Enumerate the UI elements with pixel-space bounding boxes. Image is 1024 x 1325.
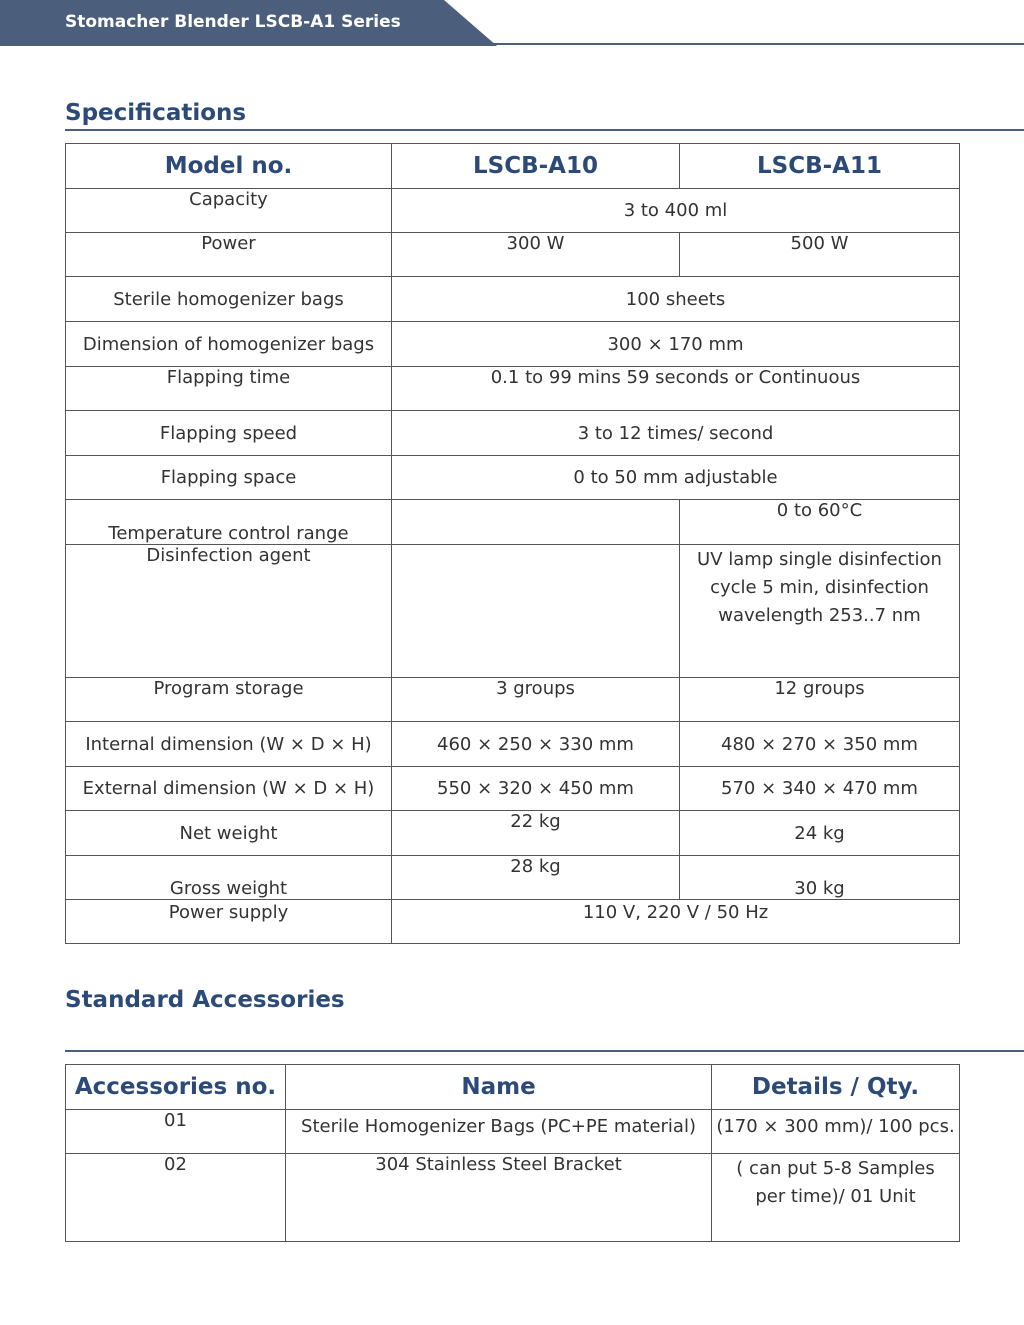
- table-header-row: [66, 1065, 960, 1110]
- table-row: [66, 411, 960, 456]
- table-row: [66, 1154, 960, 1242]
- row-value-a11: 12 groups: [680, 678, 960, 722]
- row-value-a10: 28 kg: [392, 856, 680, 900]
- row-label: Flapping time: [66, 367, 392, 411]
- accessory-details: (170 × 300 mm)/ 100 pcs.: [712, 1110, 960, 1154]
- table-row: [66, 545, 960, 678]
- row-label: Sterile homogenizer bags: [66, 277, 392, 322]
- row-label: Power: [66, 233, 392, 277]
- row-label: Dimension of homogenizer bags: [66, 322, 392, 367]
- table-row: [66, 456, 960, 500]
- row-label: Temperature control range: [66, 500, 392, 545]
- row-label: External dimension (W × D × H): [66, 767, 392, 811]
- row-value: 110 V, 220 V / 50 Hz: [392, 900, 960, 944]
- table-row: [66, 1110, 960, 1154]
- table-row: [66, 722, 960, 767]
- table-row: [66, 900, 960, 944]
- accessories-table: [65, 1064, 960, 1242]
- row-value-a10: 460 × 250 × 330 mm: [392, 722, 680, 767]
- row-value-a11: 570 × 340 × 470 mm: [680, 767, 960, 811]
- row-value-a11: 0 to 60°C: [680, 500, 960, 545]
- row-label: Gross weight: [66, 856, 392, 900]
- table-row: [66, 277, 960, 322]
- row-value: 100 sheets: [392, 277, 960, 322]
- table-row: [66, 856, 960, 900]
- table-row: [66, 811, 960, 856]
- row-label: Flapping speed: [66, 411, 392, 456]
- row-label: Disinfection agent: [66, 545, 392, 678]
- row-value-a10: [392, 545, 680, 678]
- table-header-row: [66, 144, 960, 189]
- accessory-name: 304 Stainless Steel Bracket: [286, 1154, 712, 1242]
- row-label: Net weight: [66, 811, 392, 856]
- table-row: [66, 767, 960, 811]
- header-rule: [490, 43, 1024, 45]
- row-label: Flapping space: [66, 456, 392, 500]
- series-title: Stomacher Blender LSCB-A1 Series: [65, 12, 401, 32]
- row-label: Power supply: [66, 900, 392, 944]
- table-row: [66, 233, 960, 277]
- row-value-a11: 480 × 270 × 350 mm: [680, 722, 960, 767]
- row-value: 300 × 170 mm: [392, 322, 960, 367]
- row-label: Capacity: [66, 189, 392, 233]
- accessory-details: ( can put 5-8 Samples per time)/ 01 Unit: [712, 1154, 960, 1242]
- accessory-no: 01: [66, 1110, 286, 1154]
- table-row: [66, 322, 960, 367]
- row-value-a11: 30 kg: [680, 856, 960, 900]
- accessories-title: Standard Accessories: [65, 987, 345, 1013]
- row-value-a10: [392, 500, 680, 545]
- table-row: [66, 189, 960, 233]
- table-row: [66, 500, 960, 545]
- specifications-table: [65, 143, 960, 944]
- column-header-details: Details / Qty.: [712, 1065, 960, 1110]
- row-value-a10: 550 × 320 × 450 mm: [392, 767, 680, 811]
- row-value-a10: 22 kg: [392, 811, 680, 856]
- row-label: Program storage: [66, 678, 392, 722]
- accessory-name: Sterile Homogenizer Bags (PC+PE material): [286, 1110, 712, 1154]
- table-row: [66, 678, 960, 722]
- accessory-no: 02: [66, 1154, 286, 1242]
- column-header-a10: LSCB-A10: [392, 144, 680, 189]
- row-value: 3 to 12 times/ second: [392, 411, 960, 456]
- column-header-a11: LSCB-A11: [680, 144, 960, 189]
- column-header-accessories-no: Accessories no.: [66, 1065, 286, 1110]
- row-value: 3 to 400 ml: [392, 189, 960, 233]
- accessories-rule: [65, 1050, 1024, 1052]
- table-row: [66, 367, 960, 411]
- row-value-a11: 500 W: [680, 233, 960, 277]
- row-value-a10: 300 W: [392, 233, 680, 277]
- row-value-a11: UV lamp single disinfection cycle 5 min, disinfection wavelength 253..7 nm: [680, 545, 960, 678]
- row-value-a11: 24 kg: [680, 811, 960, 856]
- column-header-model: Model no.: [66, 144, 392, 189]
- row-label: Internal dimension (W × D × H): [66, 722, 392, 767]
- specifications-title: Specifications: [65, 100, 247, 126]
- row-value: 0 to 50 mm adjustable: [392, 456, 960, 500]
- column-header-name: Name: [286, 1065, 712, 1110]
- specifications-rule: [65, 129, 1024, 131]
- row-value: 0.1 to 99 mins 59 seconds or Continuous: [392, 367, 960, 411]
- row-value-a10: 3 groups: [392, 678, 680, 722]
